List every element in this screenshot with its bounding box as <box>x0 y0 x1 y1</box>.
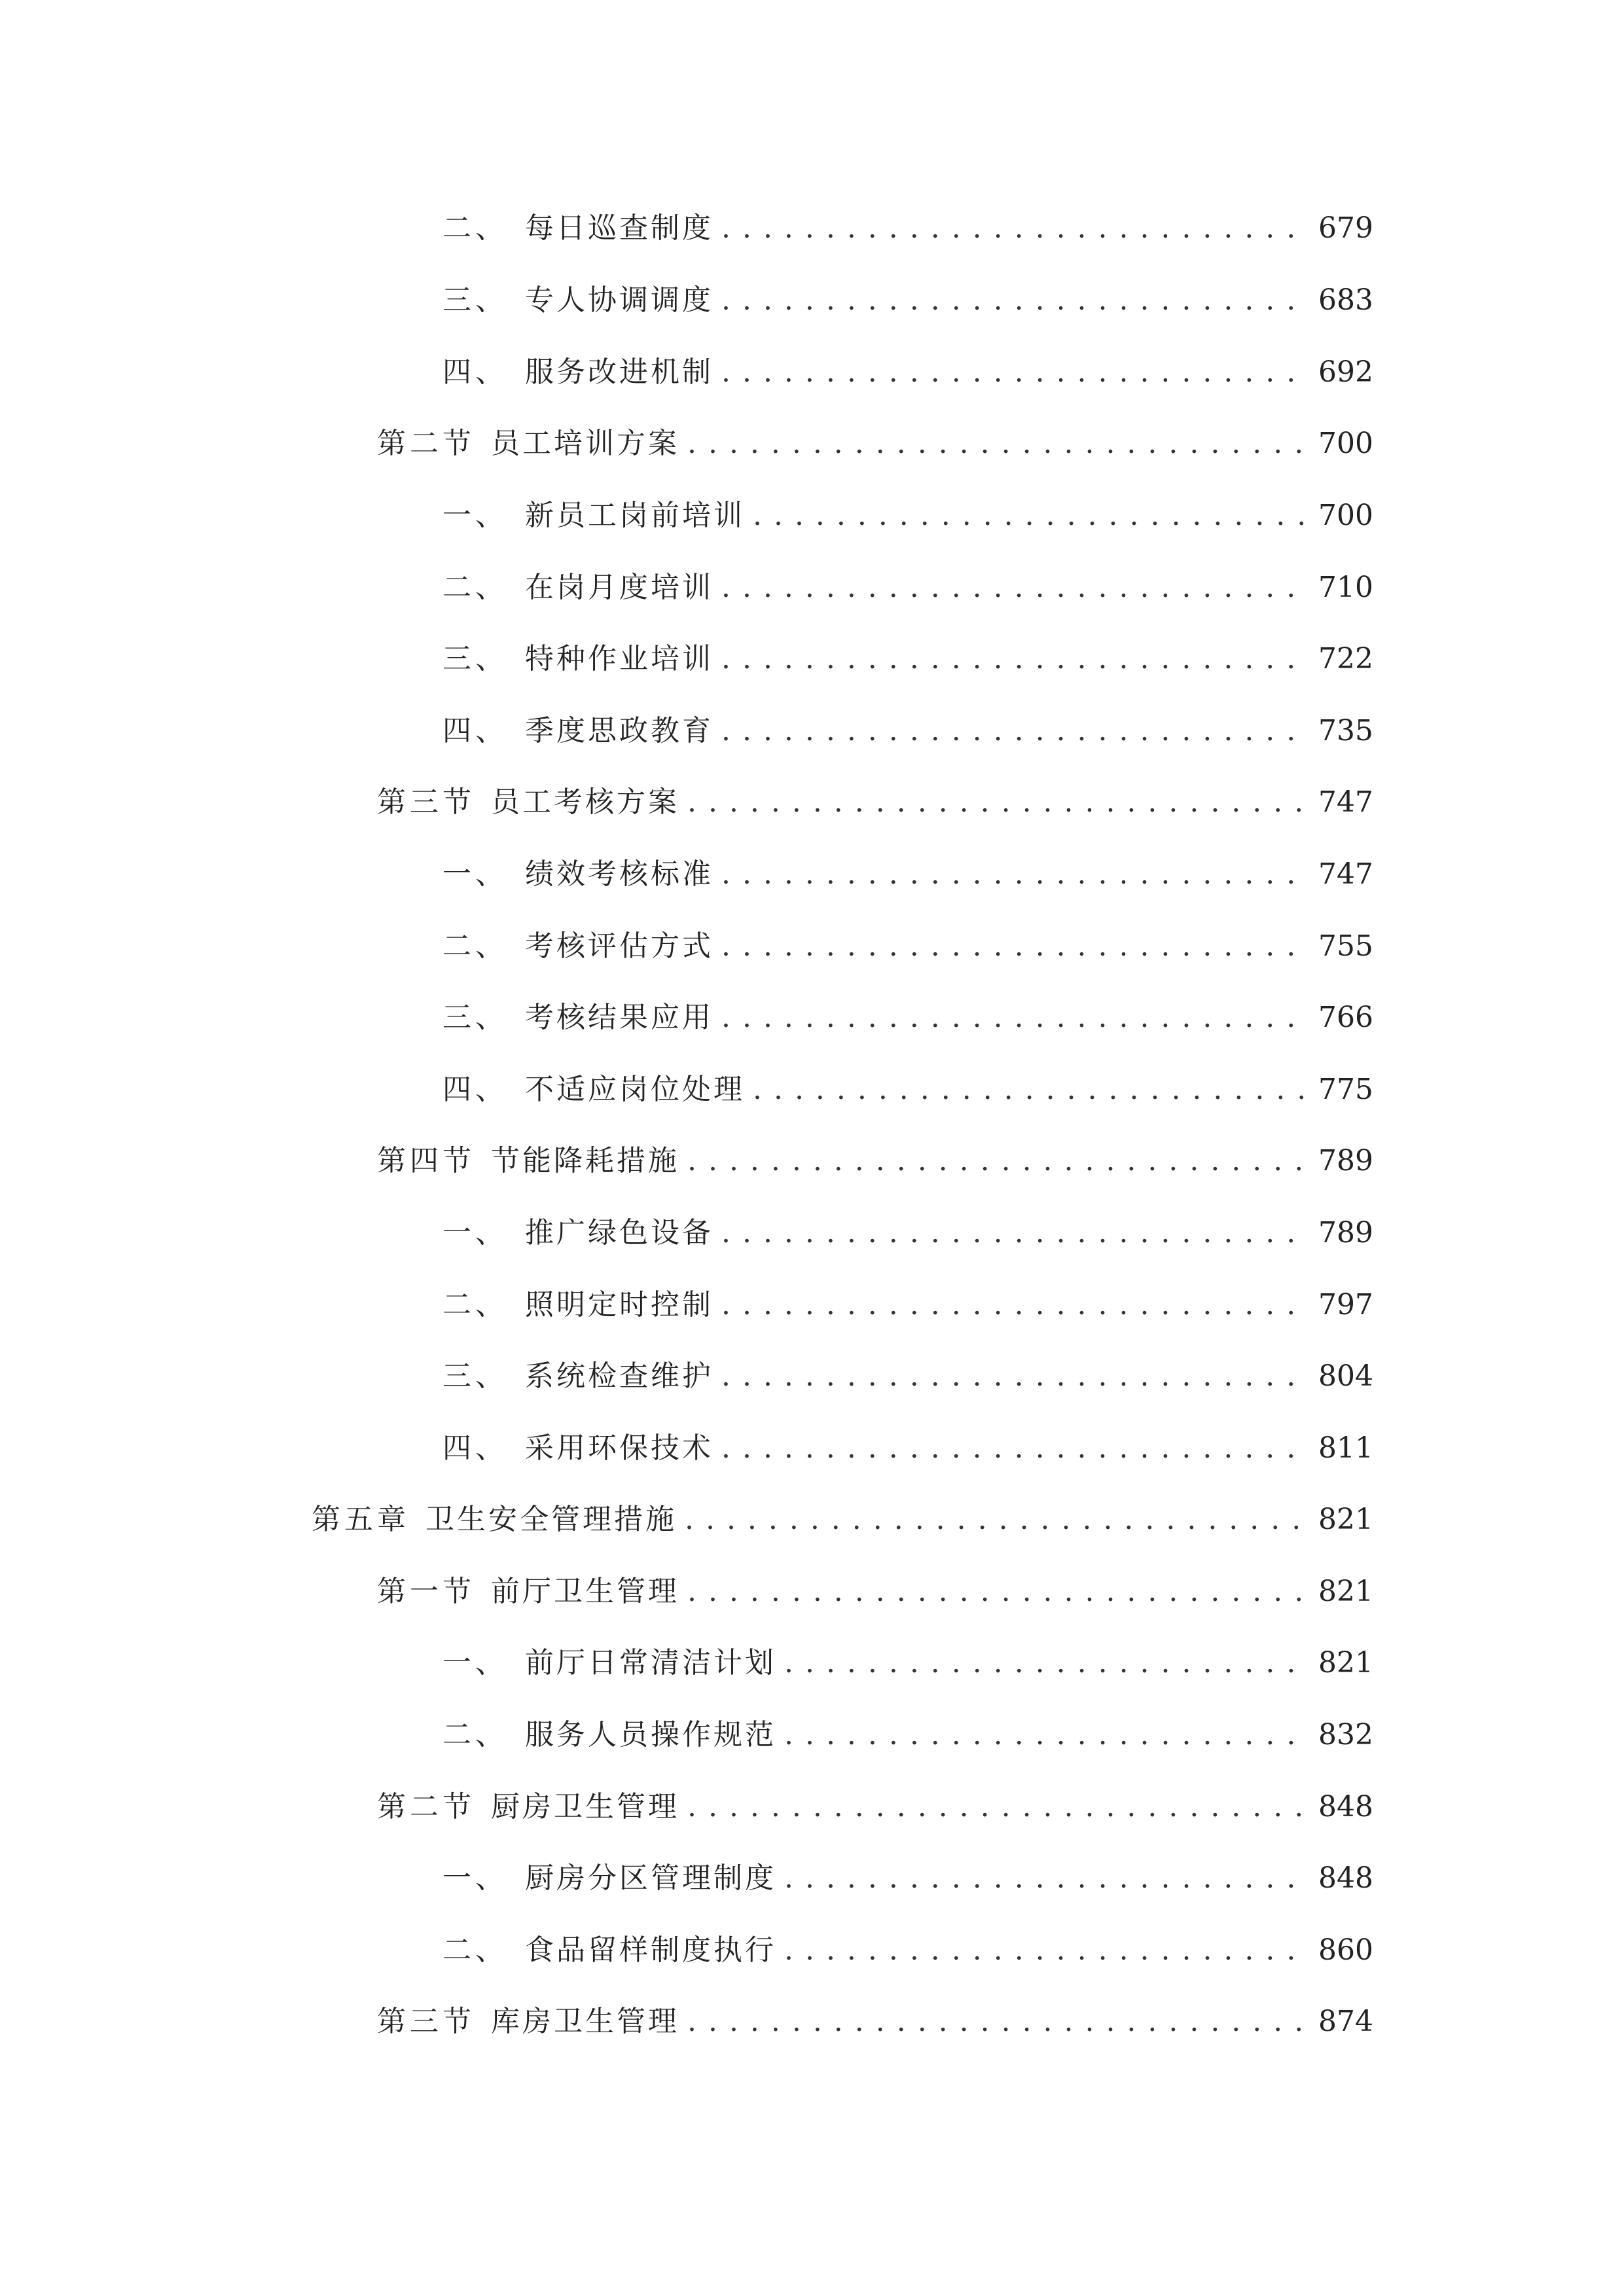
toc-entry[interactable] <box>377 418 1373 470</box>
dot-leader <box>687 1566 1304 1618</box>
entry-title: 员工培训方案 <box>491 427 679 460</box>
dot-leader <box>784 1852 1304 1905</box>
toc-entry[interactable] <box>442 1422 1373 1475</box>
entry-number: 第三节 <box>377 2005 475 2038</box>
toc-entry[interactable] <box>442 1852 1373 1905</box>
entry-number: 第一节 <box>377 1575 475 1608</box>
page-number: 683 <box>1318 283 1373 317</box>
toc-entry[interactable] <box>442 705 1373 757</box>
entry-title: 系统检查维护 <box>525 1359 713 1393</box>
entry-number: 一、 <box>442 857 508 891</box>
page-number: 789 <box>1318 1216 1373 1249</box>
page-number: 747 <box>1318 785 1373 819</box>
dot-leader <box>721 346 1304 399</box>
page-number: 832 <box>1318 1718 1373 1751</box>
dot-leader <box>784 1709 1304 1761</box>
entry-number: 三、 <box>442 642 508 675</box>
entry-title: 厨房分区管理制度 <box>525 1861 776 1895</box>
toc-entry[interactable] <box>442 1279 1373 1331</box>
toc-entry[interactable] <box>442 1207 1373 1259</box>
entry-number: 第四节 <box>377 1144 475 1177</box>
toc-entry[interactable] <box>442 1637 1373 1689</box>
toc-entry[interactable] <box>377 1781 1373 1833</box>
dot-leader <box>687 418 1304 470</box>
page-number: 874 <box>1318 2005 1373 2038</box>
page-number: 821 <box>1318 1575 1373 1608</box>
toc-entry[interactable] <box>377 1996 1373 2048</box>
entry-number: 二、 <box>442 211 508 245</box>
dot-leader <box>721 705 1304 757</box>
dot-leader <box>721 274 1304 327</box>
toc-entry[interactable] <box>442 346 1373 399</box>
entry-title: 特种作业培训 <box>525 642 713 675</box>
page-number: 811 <box>1318 1431 1373 1465</box>
entry-number: 四、 <box>442 714 508 747</box>
dot-leader <box>753 1064 1304 1116</box>
toc-entry[interactable] <box>442 1709 1373 1761</box>
entry-number: 四、 <box>442 355 508 389</box>
entry-number: 第二节 <box>377 427 475 460</box>
entry-title: 季度思政教育 <box>525 714 713 747</box>
page-number: 679 <box>1318 211 1373 245</box>
entry-number: 四、 <box>442 1073 508 1106</box>
entry-title: 前厅日常清洁计划 <box>525 1646 776 1679</box>
entry-number: 二、 <box>442 1288 508 1321</box>
page-number: 692 <box>1318 355 1373 389</box>
entry-title: 厨房卫生管理 <box>491 1790 679 1823</box>
toc-entry[interactable] <box>377 1135 1373 1187</box>
toc-entry[interactable] <box>442 1064 1373 1116</box>
entry-title: 照明定时控制 <box>525 1288 713 1321</box>
entry-title: 节能降耗措施 <box>491 1144 679 1177</box>
page-number: 775 <box>1318 1073 1373 1106</box>
dot-leader <box>721 920 1304 973</box>
page-number: 700 <box>1318 427 1373 460</box>
dot-leader <box>784 1637 1304 1689</box>
entry-title: 服务人员操作规范 <box>525 1718 776 1751</box>
toc-entry[interactable] <box>377 776 1373 829</box>
dot-leader <box>721 1350 1304 1403</box>
page-number: 789 <box>1318 1144 1373 1177</box>
entry-title: 库房卫生管理 <box>491 2005 679 2038</box>
entry-number: 三、 <box>442 1001 508 1034</box>
toc-entry[interactable] <box>442 633 1373 685</box>
page-number: 700 <box>1318 499 1373 532</box>
entry-number: 二、 <box>442 571 508 604</box>
dot-leader <box>721 202 1304 255</box>
entry-title: 在岗月度培训 <box>525 571 713 604</box>
page-number: 722 <box>1318 642 1373 675</box>
dot-leader <box>721 1207 1304 1259</box>
entry-title: 员工考核方案 <box>491 785 679 819</box>
page-number: 766 <box>1318 1001 1373 1034</box>
entry-title: 前厅卫生管理 <box>491 1575 679 1608</box>
dot-leader <box>721 562 1304 614</box>
entry-number: 一、 <box>442 1646 508 1679</box>
entry-number: 第三节 <box>377 785 475 819</box>
toc-entry[interactable] <box>442 1350 1373 1403</box>
page-number: 821 <box>1318 1503 1373 1536</box>
dot-leader <box>721 848 1304 901</box>
entry-number: 第五章 <box>312 1503 410 1536</box>
dot-leader <box>687 1781 1304 1833</box>
entry-number: 二、 <box>442 929 508 963</box>
page-number: 860 <box>1318 1933 1373 1967</box>
entry-number: 一、 <box>442 1861 508 1895</box>
entry-title: 专人协调调度 <box>525 283 713 317</box>
entry-title: 推广绿色设备 <box>525 1216 713 1249</box>
page-number: 804 <box>1318 1359 1373 1393</box>
dot-leader <box>721 633 1304 685</box>
entry-title: 绩效考核标准 <box>525 857 713 891</box>
toc-entry[interactable] <box>442 920 1373 973</box>
toc-entry[interactable] <box>312 1494 1373 1546</box>
dot-leader <box>687 1135 1304 1187</box>
page-number: 797 <box>1318 1288 1373 1321</box>
entry-title: 考核结果应用 <box>525 1001 713 1034</box>
entry-number: 二、 <box>442 1933 508 1967</box>
toc-entry[interactable] <box>442 1924 1373 1977</box>
entry-number: 三、 <box>442 283 508 317</box>
toc-entry[interactable] <box>442 274 1373 327</box>
entry-title: 新员工岗前培训 <box>525 499 745 532</box>
entry-number: 一、 <box>442 499 508 532</box>
entry-number: 四、 <box>442 1431 508 1465</box>
dot-leader <box>685 1494 1304 1546</box>
dot-leader <box>753 490 1304 542</box>
toc-entry[interactable] <box>442 490 1373 542</box>
dot-leader <box>687 1996 1304 2048</box>
page-number: 821 <box>1318 1646 1373 1679</box>
dot-leader <box>721 992 1304 1044</box>
dot-leader <box>721 1422 1304 1475</box>
entry-number: 三、 <box>442 1359 508 1393</box>
page-number: 848 <box>1318 1861 1373 1895</box>
page-number: 735 <box>1318 714 1373 747</box>
entry-title: 采用环保技术 <box>525 1431 713 1465</box>
entry-title: 每日巡查制度 <box>525 211 713 245</box>
page-number: 848 <box>1318 1790 1373 1823</box>
entry-number: 第二节 <box>377 1790 475 1823</box>
dot-leader <box>687 776 1304 829</box>
toc-entry[interactable] <box>377 1566 1373 1618</box>
toc-entry[interactable] <box>442 562 1373 614</box>
entry-title: 食品留样制度执行 <box>525 1933 776 1967</box>
entry-title: 不适应岗位处理 <box>525 1073 745 1106</box>
toc-entry[interactable] <box>442 202 1373 255</box>
toc-entry[interactable] <box>442 848 1373 901</box>
entry-title: 卫生安全管理措施 <box>425 1503 677 1536</box>
entry-number: 一、 <box>442 1216 508 1249</box>
toc-entry[interactable] <box>442 992 1373 1044</box>
dot-leader <box>721 1279 1304 1331</box>
page-number: 710 <box>1318 571 1373 604</box>
entry-title: 考核评估方式 <box>525 929 713 963</box>
entry-number: 二、 <box>442 1718 508 1751</box>
page-number: 747 <box>1318 857 1373 891</box>
entry-title: 服务改进机制 <box>525 355 713 389</box>
dot-leader <box>784 1924 1304 1977</box>
page-number: 755 <box>1318 929 1373 963</box>
